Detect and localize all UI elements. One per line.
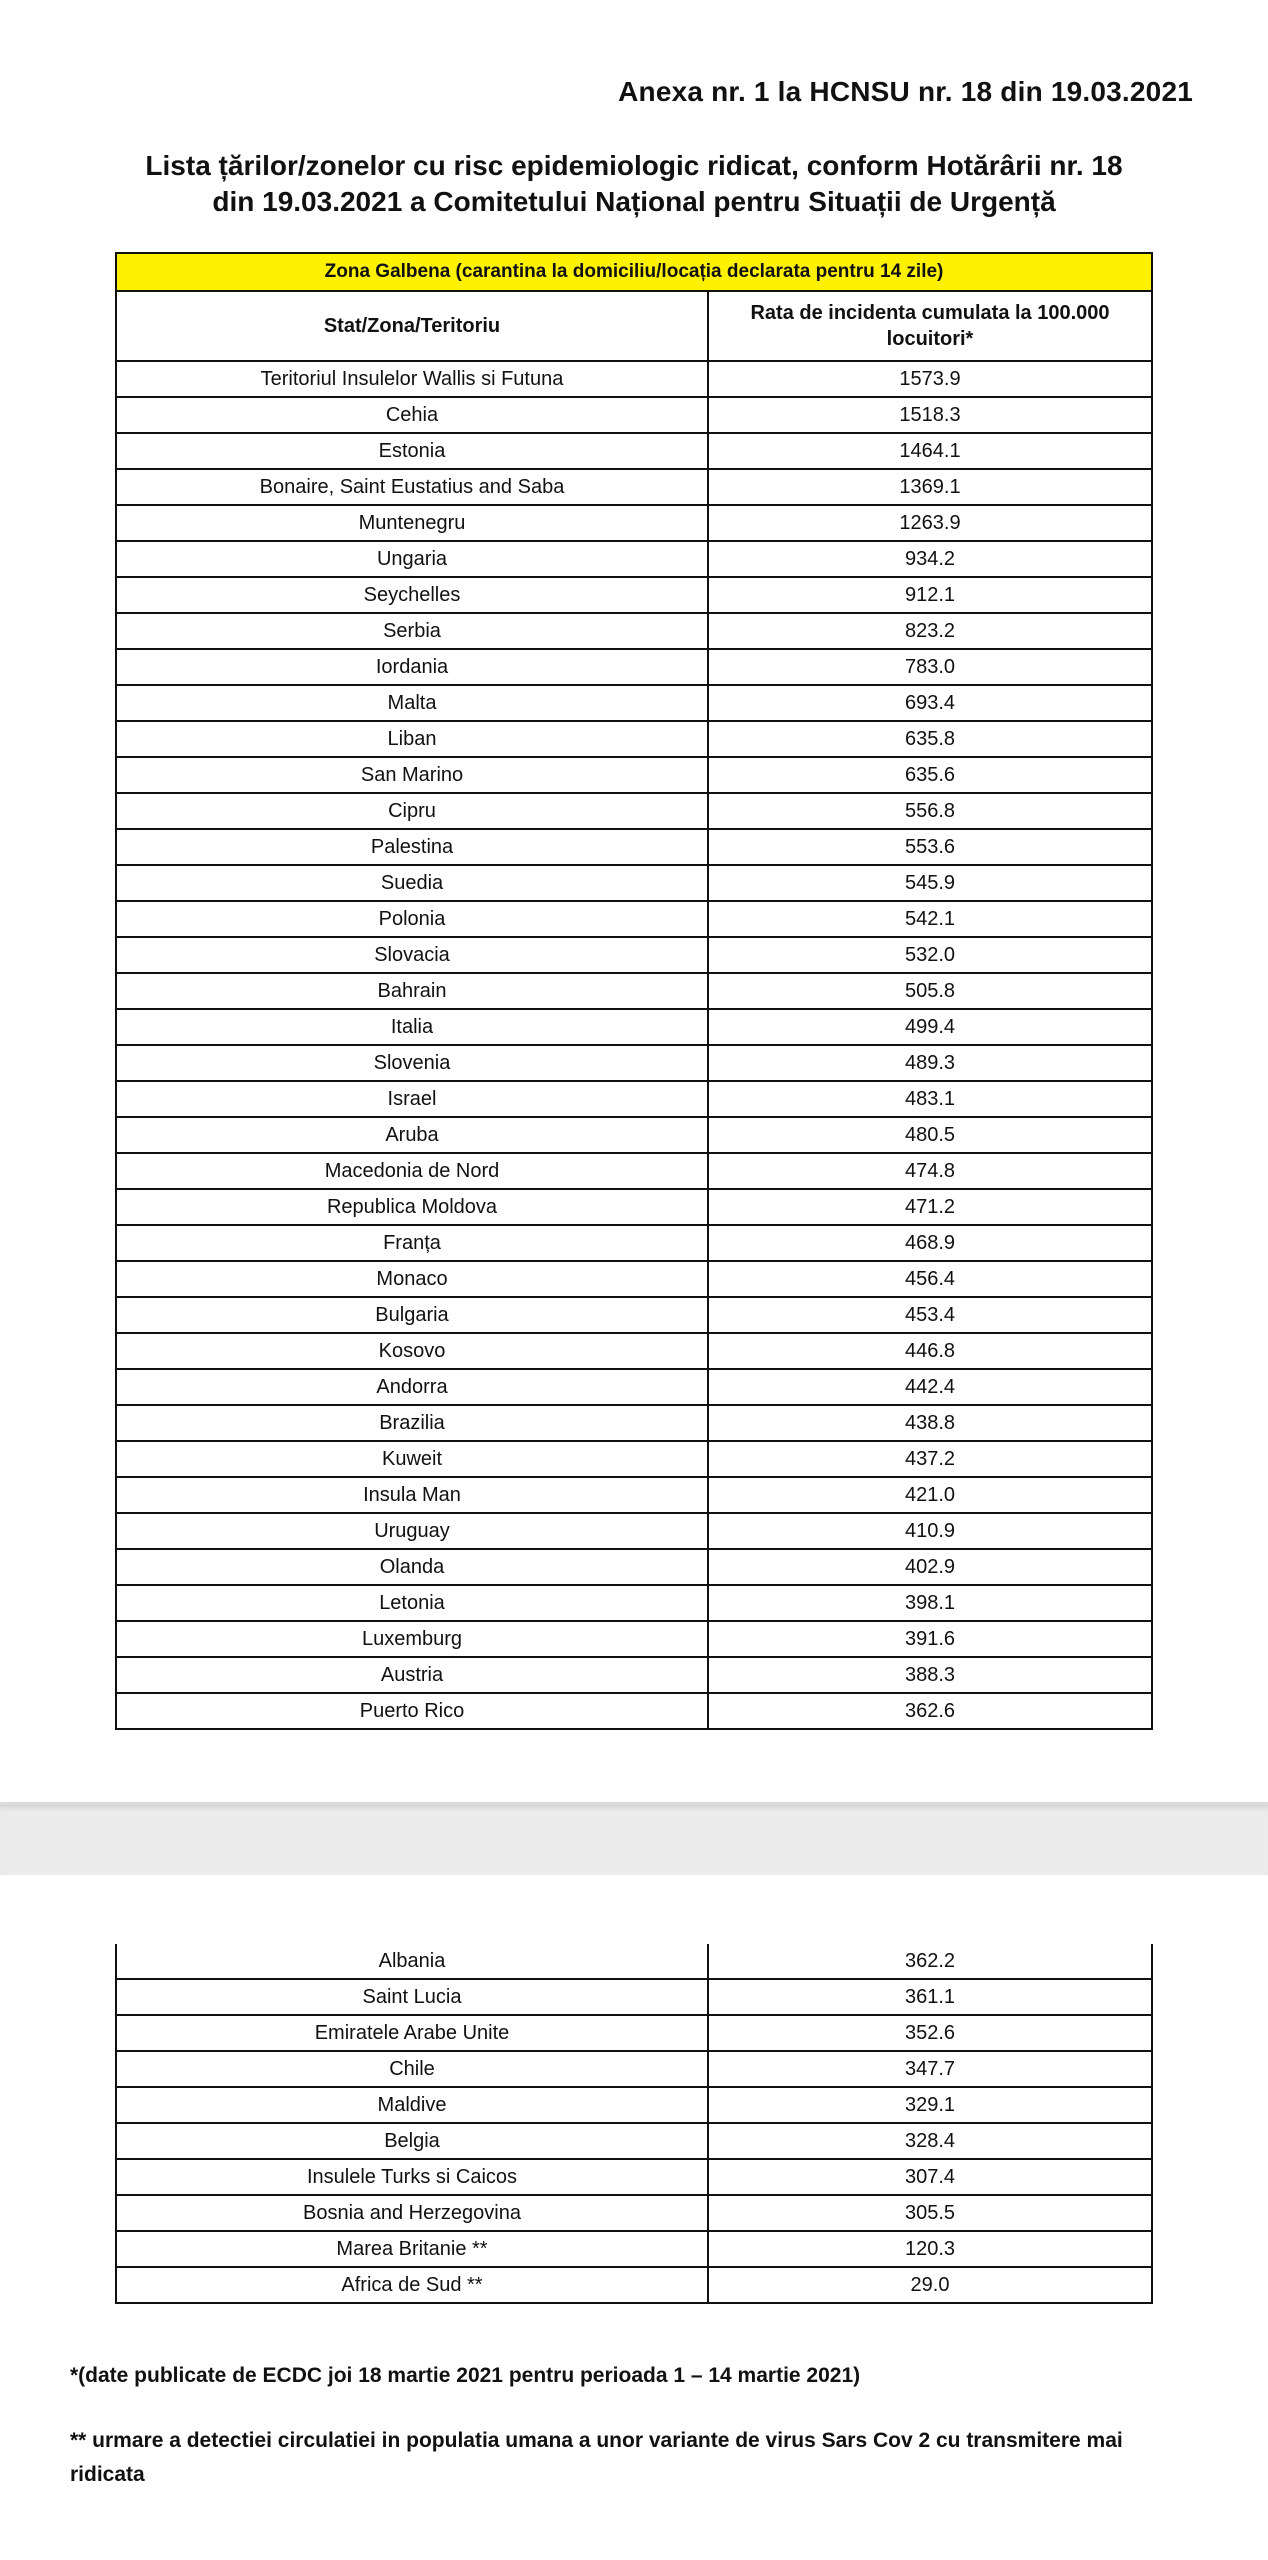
table-row <box>116 1621 1152 1657</box>
incidence-rate-cell: 438.8 <box>708 1405 1152 1441</box>
table-row <box>116 1405 1152 1441</box>
table-row <box>116 1693 1152 1729</box>
annex-reference: Anexa nr. 1 la HCNSU nr. 18 din 19.03.2021 <box>618 76 1193 107</box>
country-name-cell: Letonia <box>116 1585 708 1621</box>
table-row <box>116 361 1152 397</box>
incidence-rate-cell: 388.3 <box>708 1657 1152 1693</box>
incidence-rate-cell: 437.2 <box>708 1441 1152 1477</box>
incidence-rate-cell: 542.1 <box>708 901 1152 937</box>
country-name-cell: Puerto Rico <box>116 1693 708 1729</box>
country-name-cell: Bulgaria <box>116 1297 708 1333</box>
country-name-cell: Cehia <box>116 397 708 433</box>
incidence-rate-cell: 553.6 <box>708 829 1152 865</box>
country-name-cell: Saint Lucia <box>116 1979 708 2015</box>
table-row <box>116 1225 1152 1261</box>
country-name-cell: Franța <box>116 1225 708 1261</box>
country-name-cell: Albania <box>116 1944 708 1979</box>
table-row <box>116 1009 1152 1045</box>
countries-table-page-1 <box>115 252 1153 1730</box>
country-name-cell: Estonia <box>116 433 708 469</box>
incidence-rate-cell: 305.5 <box>708 2195 1152 2231</box>
table-row <box>116 2015 1152 2051</box>
incidence-rate-cell: 410.9 <box>708 1513 1152 1549</box>
country-name-cell: Luxemburg <box>116 1621 708 1657</box>
incidence-rate-cell: 823.2 <box>708 613 1152 649</box>
table-row <box>116 685 1152 721</box>
country-name-cell: Bonaire, Saint Eustatius and Saba <box>116 469 708 505</box>
country-name-cell: Israel <box>116 1081 708 1117</box>
table-row <box>116 973 1152 1009</box>
country-name-cell: Bosnia and Herzegovina <box>116 2195 708 2231</box>
table-row <box>116 2231 1152 2267</box>
country-name-cell: Chile <box>116 2051 708 2087</box>
incidence-rate-cell: 532.0 <box>708 937 1152 973</box>
incidence-rate-cell: 1464.1 <box>708 433 1152 469</box>
zone-header-row <box>116 253 1152 291</box>
table-row <box>116 1297 1152 1333</box>
table-row <box>116 613 1152 649</box>
table-row <box>116 649 1152 685</box>
incidence-rate-cell: 693.4 <box>708 685 1152 721</box>
incidence-rate-cell: 442.4 <box>708 1369 1152 1405</box>
table-row <box>116 1117 1152 1153</box>
table-row <box>116 433 1152 469</box>
footnote-variants: ** urmare a detectiei circulatiei in populatia umana a unor variante de virus Sars Cov 2 cu transmitere mai ridicata <box>70 2429 1123 2486</box>
table-row <box>116 1477 1152 1513</box>
incidence-rate-cell: 402.9 <box>708 1549 1152 1585</box>
incidence-rate-cell: 912.1 <box>708 577 1152 613</box>
incidence-rate-cell: 635.8 <box>708 721 1152 757</box>
country-name-cell: Kuweit <box>116 1441 708 1477</box>
incidence-rate-cell: 1573.9 <box>708 361 1152 397</box>
country-name-cell: Belgia <box>116 2123 708 2159</box>
incidence-rate-cell: 29.0 <box>708 2267 1152 2303</box>
table-row <box>116 721 1152 757</box>
table-row <box>116 1657 1152 1693</box>
page-break-gap <box>0 1802 1268 1875</box>
table-row <box>116 1189 1152 1225</box>
incidence-rate-cell: 329.1 <box>708 2087 1152 2123</box>
country-name-cell: Cipru <box>116 793 708 829</box>
country-name-cell: Slovacia <box>116 937 708 973</box>
incidence-rate-cell: 307.4 <box>708 2159 1152 2195</box>
country-name-cell: Marea Britanie ** <box>116 2231 708 2267</box>
incidence-rate-cell: 934.2 <box>708 541 1152 577</box>
table-row <box>116 1333 1152 1369</box>
table-row <box>116 1944 1152 1979</box>
incidence-rate-cell: 1369.1 <box>708 469 1152 505</box>
incidence-rate-cell: 505.8 <box>708 973 1152 1009</box>
table-row <box>116 2087 1152 2123</box>
country-name-cell: Emiratele Arabe Unite <box>116 2015 708 2051</box>
column-header-incidence-line-2: locuitori* <box>886 328 974 350</box>
incidence-rate-cell: 783.0 <box>708 649 1152 685</box>
country-name-cell: Insula Man <box>116 1477 708 1513</box>
country-name-cell: Ungaria <box>116 541 708 577</box>
table-row <box>116 2267 1152 2303</box>
title-line-2: din 19.03.2021 a Comitetului Național pentru Situații de Urgență <box>212 186 1056 217</box>
table-row <box>116 2159 1152 2195</box>
table-row <box>116 505 1152 541</box>
country-name-cell: Andorra <box>116 1369 708 1405</box>
incidence-rate-cell: 453.4 <box>708 1297 1152 1333</box>
table-row <box>116 793 1152 829</box>
incidence-rate-cell: 362.6 <box>708 1693 1152 1729</box>
document-title <box>40 148 1228 220</box>
incidence-rate-cell: 398.1 <box>708 1585 1152 1621</box>
column-header-incidence-line-1: Rata de incidenta cumulata la 100.000 <box>750 302 1110 324</box>
incidence-rate-cell: 362.2 <box>708 1944 1152 1979</box>
table-row <box>116 2123 1152 2159</box>
incidence-rate-cell: 391.6 <box>708 1621 1152 1657</box>
footnote-ecdc: *(date publicate de ECDC joi 18 martie 2021 pentru perioada 1 – 14 martie 2021) <box>70 2364 861 2387</box>
table-row <box>116 829 1152 865</box>
country-name-cell: Maldive <box>116 2087 708 2123</box>
country-name-cell: Slovenia <box>116 1045 708 1081</box>
zone-label: Zona Galbena (carantina la domiciliu/locația declarata pentru 14 zile) <box>116 253 1152 291</box>
column-header-incidence <box>708 291 1152 361</box>
table-row <box>116 1153 1152 1189</box>
country-name-cell: Malta <box>116 685 708 721</box>
incidence-rate-cell: 474.8 <box>708 1153 1152 1189</box>
table-row <box>116 937 1152 973</box>
table-row <box>116 1979 1152 2015</box>
incidence-rate-cell: 347.7 <box>708 2051 1152 2087</box>
table-row <box>116 1261 1152 1297</box>
country-name-cell: Macedonia de Nord <box>116 1153 708 1189</box>
country-name-cell: Olanda <box>116 1549 708 1585</box>
country-name-cell: Brazilia <box>116 1405 708 1441</box>
table-body-page-2 <box>116 1944 1152 2303</box>
table-row <box>116 1045 1152 1081</box>
incidence-rate-cell: 471.2 <box>708 1189 1152 1225</box>
countries-table-page-2 <box>115 1944 1153 2304</box>
incidence-rate-cell: 483.1 <box>708 1081 1152 1117</box>
country-name-cell: Serbia <box>116 613 708 649</box>
country-name-cell: Africa de Sud ** <box>116 2267 708 2303</box>
table-row <box>116 901 1152 937</box>
incidence-rate-cell: 352.6 <box>708 2015 1152 2051</box>
incidence-rate-cell: 1518.3 <box>708 397 1152 433</box>
incidence-rate-cell: 480.5 <box>708 1117 1152 1153</box>
country-name-cell: Muntenegru <box>116 505 708 541</box>
table-row <box>116 2051 1152 2087</box>
incidence-rate-cell: 499.4 <box>708 1009 1152 1045</box>
table-row <box>116 469 1152 505</box>
table-body-page-1 <box>116 361 1152 1729</box>
country-name-cell: Iordania <box>116 649 708 685</box>
country-name-cell: Seychelles <box>116 577 708 613</box>
country-name-cell: Teritoriul Insulelor Wallis si Futuna <box>116 361 708 397</box>
incidence-rate-cell: 468.9 <box>708 1225 1152 1261</box>
incidence-rate-cell: 456.4 <box>708 1261 1152 1297</box>
table-row <box>116 1369 1152 1405</box>
table-row <box>116 1513 1152 1549</box>
incidence-rate-cell: 446.8 <box>708 1333 1152 1369</box>
country-name-cell: Italia <box>116 1009 708 1045</box>
column-header-country: Stat/Zona/Teritoriu <box>116 291 708 361</box>
incidence-rate-cell: 556.8 <box>708 793 1152 829</box>
column-header-row <box>116 291 1152 361</box>
table-row <box>116 1549 1152 1585</box>
table-row <box>116 2195 1152 2231</box>
title-line-1: Lista țărilor/zonelor cu risc epidemiologic ridicat, conform Hotărârii nr. 18 <box>145 150 1123 181</box>
country-name-cell: Austria <box>116 1657 708 1693</box>
incidence-rate-cell: 1263.9 <box>708 505 1152 541</box>
table-row <box>116 1441 1152 1477</box>
table-row <box>116 541 1152 577</box>
country-name-cell: San Marino <box>116 757 708 793</box>
country-name-cell: Liban <box>116 721 708 757</box>
table-row <box>116 865 1152 901</box>
incidence-rate-cell: 120.3 <box>708 2231 1152 2267</box>
country-name-cell: Kosovo <box>116 1333 708 1369</box>
incidence-rate-cell: 361.1 <box>708 1979 1152 2015</box>
country-name-cell: Suedia <box>116 865 708 901</box>
country-name-cell: Palestina <box>116 829 708 865</box>
country-name-cell: Monaco <box>116 1261 708 1297</box>
country-name-cell: Aruba <box>116 1117 708 1153</box>
incidence-rate-cell: 635.6 <box>708 757 1152 793</box>
incidence-rate-cell: 328.4 <box>708 2123 1152 2159</box>
table-row <box>116 397 1152 433</box>
country-name-cell: Uruguay <box>116 1513 708 1549</box>
table-row <box>116 577 1152 613</box>
incidence-rate-cell: 489.3 <box>708 1045 1152 1081</box>
incidence-rate-cell: 421.0 <box>708 1477 1152 1513</box>
country-name-cell: Polonia <box>116 901 708 937</box>
table-row <box>116 1585 1152 1621</box>
table-row <box>116 1081 1152 1117</box>
table-row <box>116 757 1152 793</box>
country-name-cell: Insulele Turks si Caicos <box>116 2159 708 2195</box>
country-name-cell: Republica Moldova <box>116 1189 708 1225</box>
country-name-cell: Bahrain <box>116 973 708 1009</box>
incidence-rate-cell: 545.9 <box>708 865 1152 901</box>
